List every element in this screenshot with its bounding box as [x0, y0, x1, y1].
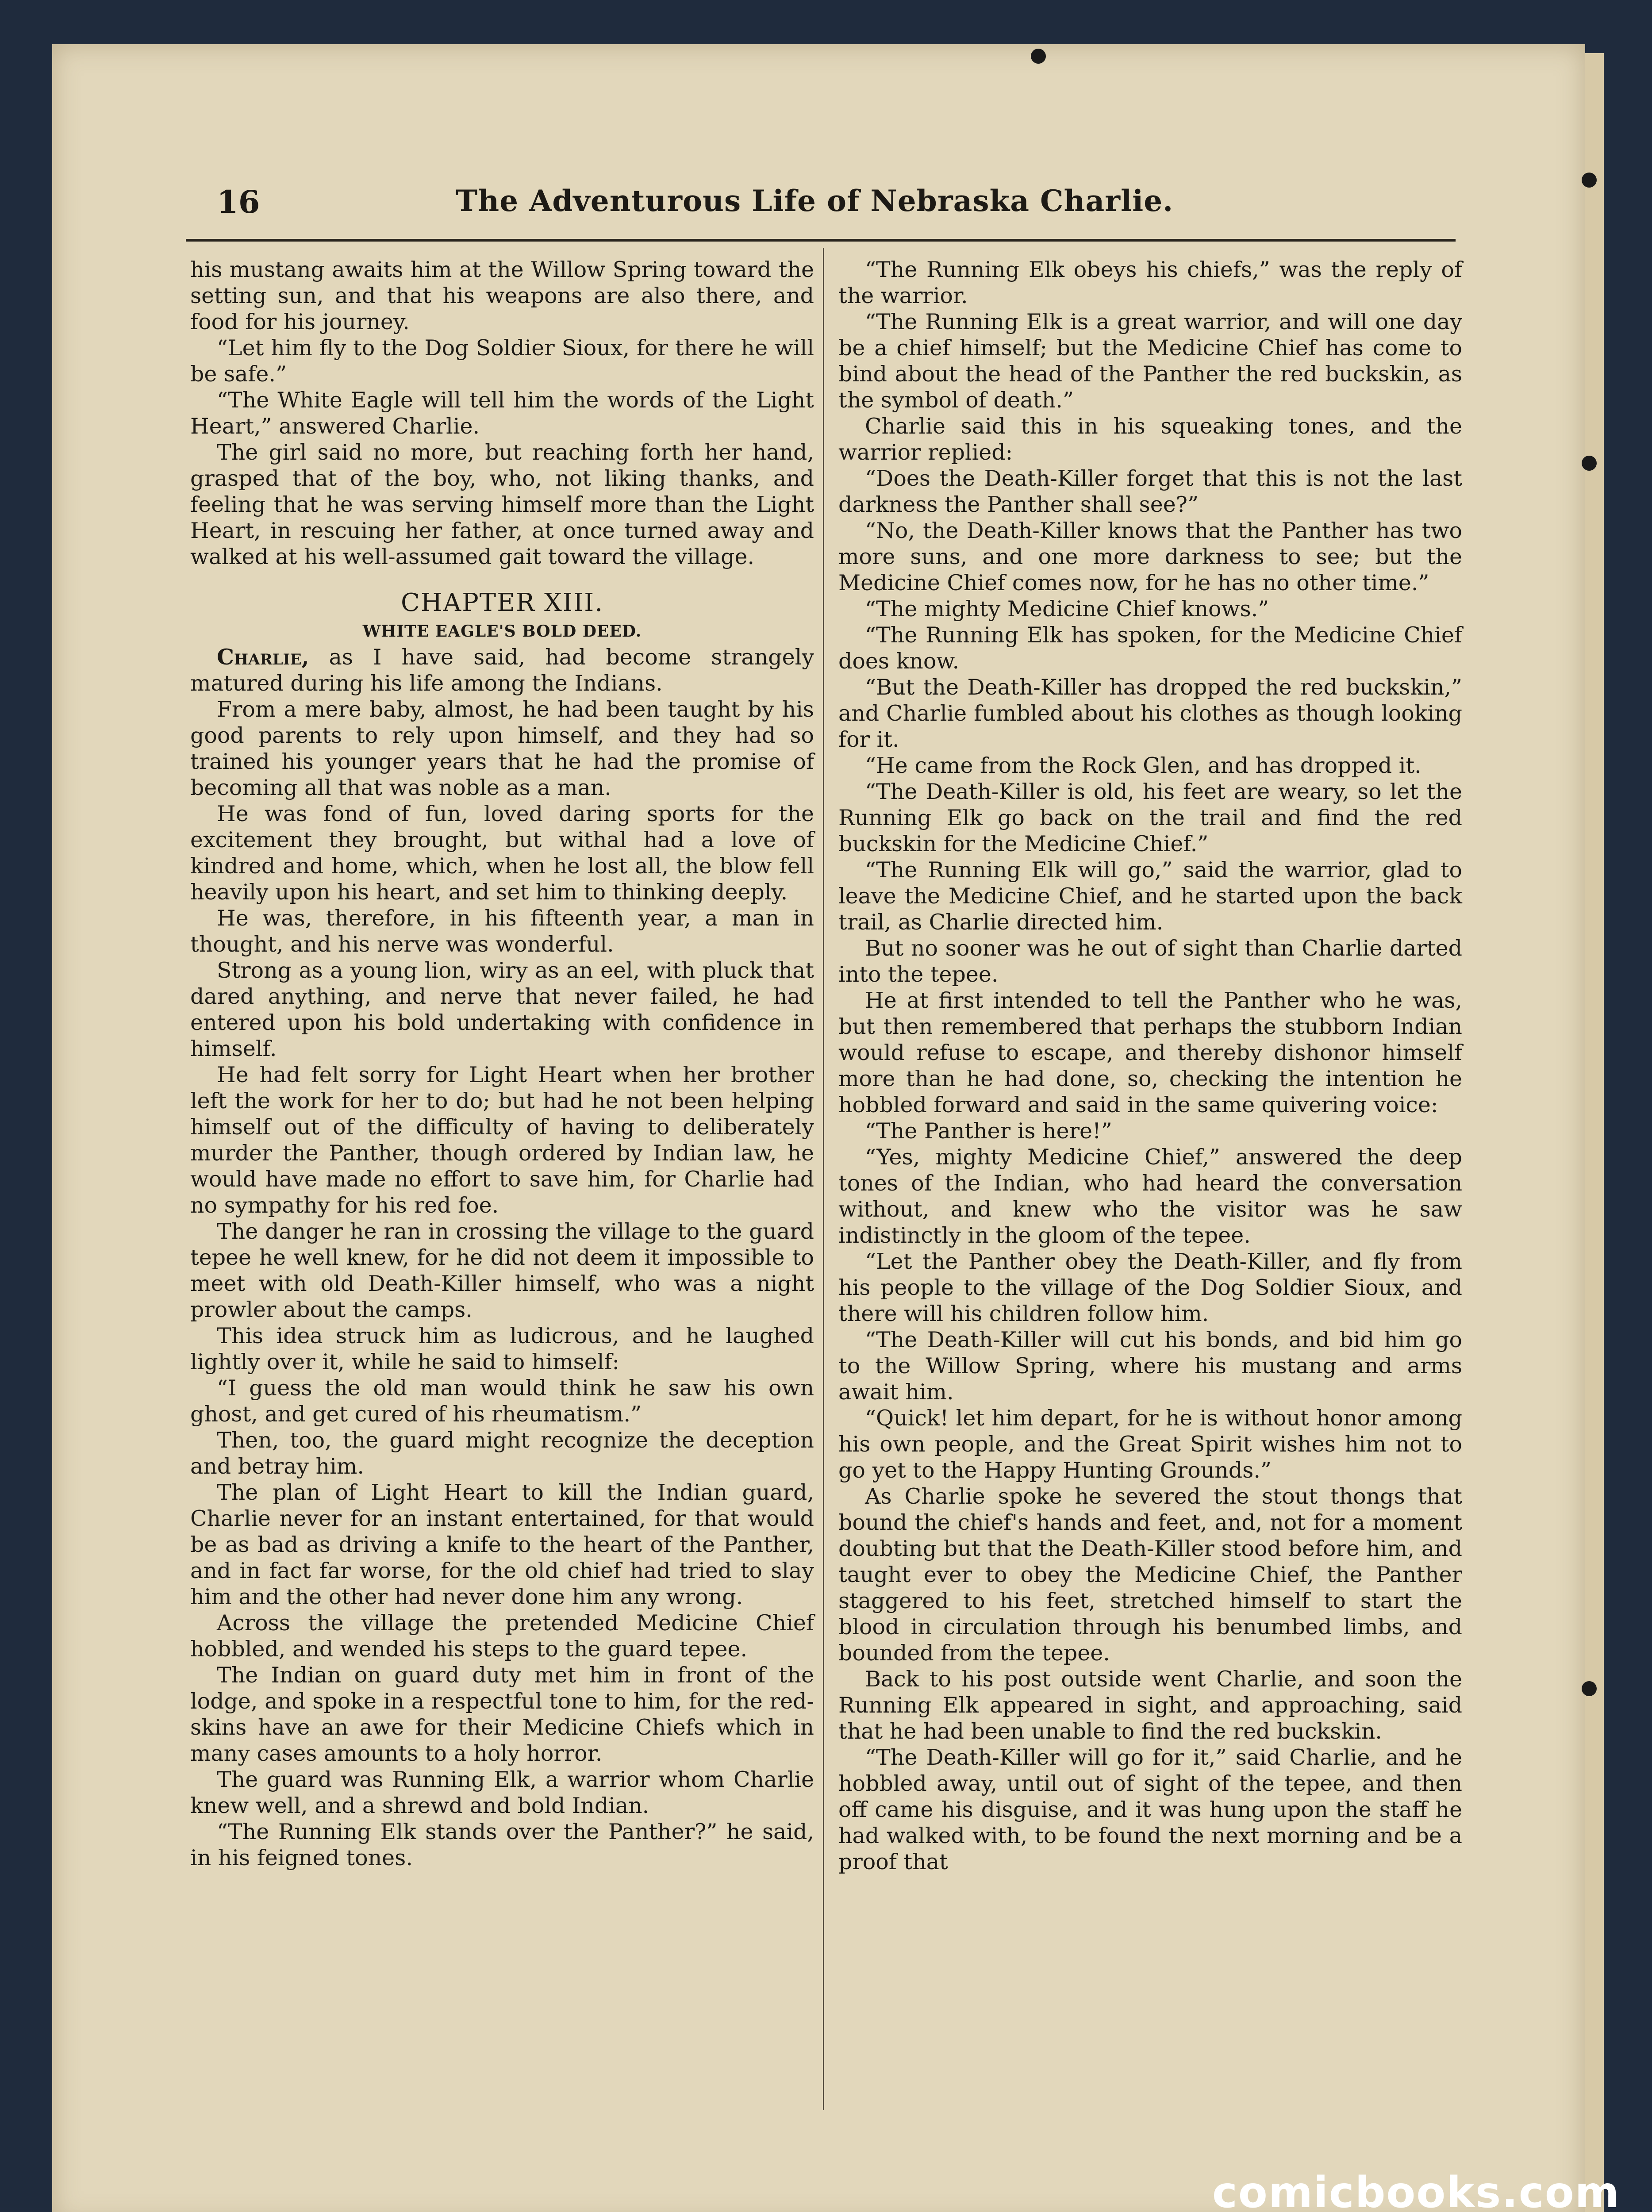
paragraph: He had felt sorry for Light Heart when her brother left the work for her to do; but had he not been helping himself out of the difficulty of having to deliberately murder the Panther, though ordered by Indian law, he would have made no effort to save him, for Charlie had no sympathy for his red foe. — [190, 1062, 814, 1218]
paragraph: But no sooner was he out of sight than Charlie darted into the tepee. — [838, 936, 1462, 987]
paragraph: “Let the Panther obey the Death-Killer, and fly from his people to the village of the Dog Soldier Sioux, and there will his children follow him. — [838, 1249, 1462, 1326]
paragraph — [190, 644, 814, 696]
paragraph-text: as I have said, had become strangely matured during his life among the Indians. — [190, 645, 814, 696]
column-divider — [823, 248, 824, 2110]
watermark: comicbooks.com — [1212, 2168, 1620, 2212]
paragraph: “But the Death-Killer has dropped the red buckskin,” and Charlie fumbled about his clothes as though looking for it. — [838, 675, 1462, 752]
binding-mark — [1582, 173, 1597, 188]
header-rule — [186, 239, 1456, 242]
chapter-subtitle: WHITE EAGLE'S BOLD DEED. — [362, 622, 642, 641]
paragraph: “The Running Elk stands over the Panther?” he said, in his feigned tones. — [190, 1819, 814, 1870]
left-column — [190, 257, 814, 1871]
paragraph: “He came from the Rock Glen, and has dropped it. — [865, 753, 1421, 778]
binding-mark — [1582, 456, 1597, 471]
paragraph: “Does the Death-Killer forget that this is not the last darkness the Panther shall see?” — [838, 466, 1462, 517]
chapter-lead-word: Charlie, — [217, 644, 309, 670]
paragraph: Strong as a young lion, wiry as an eel, with pluck that dared anything, and nerve that never failed, he had entered upon his bold undertaking with confidence in himself. — [190, 958, 814, 1061]
paragraph: “The mighty Medicine Chief knows.” — [865, 596, 1269, 622]
paragraph: “The Running Elk obeys his chiefs,” was the reply of the warrior. — [838, 257, 1462, 308]
paragraph: Charlie said this in his squeaking tones, and the warrior replied: — [838, 414, 1462, 465]
paragraph: The guard was Running Elk, a warrior whom Charlie knew well, and a shrewd and bold Indian. — [190, 1767, 814, 1818]
paragraph: “The Death-Killer will cut his bonds, and bid him go to the Willow Spring, where his mustang and arms await him. — [838, 1327, 1462, 1405]
binding-mark — [1582, 1681, 1597, 1696]
paragraph: “The Panther is here!” — [865, 1118, 1112, 1144]
running-title: The Adventurous Life of Nebraska Charlie. — [456, 184, 1174, 218]
paragraph: He was, therefore, in his fifteenth year, a man in thought, and his nerve was wonderful. — [190, 906, 814, 957]
paragraph: “The Death-Killer will go for it,” said Charlie, and he hobbled away, until out of sight of the tepee, and then off came his disguise, and it was hung upon the staff he had walked with, to be found the next morning and be a proof that — [838, 1745, 1462, 1874]
paragraph: The girl said no more, but reaching forth her hand, grasped that of the boy, who, not liking thanks, and feeling that he was serving himself more than the Light Heart, in rescuing her father, at once turned away and walked at his well-assumed gait toward the village. — [190, 440, 814, 569]
paragraph: The Indian on guard duty met him in front of the lodge, and spoke in a respectful tone to him, for the red-skins have an awe for their Medicine Chiefs which in many cases amounts to a holy horror. — [190, 1663, 814, 1766]
paragraph: Across the village the pretended Medicine Chief hobbled, and wended his steps to the guard tepee. — [190, 1610, 814, 1662]
right-column — [838, 257, 1462, 1875]
paragraph: “The Running Elk is a great warrior, and will one day be a chief himself; but the Medicine Chief has come to bind about the head of the Panther the red buckskin, as the symbol of death.” — [838, 309, 1462, 413]
binding-mark — [1031, 49, 1046, 64]
paragraph: Then, too, the guard might recognize the deception and betray him. — [190, 1428, 814, 1479]
paragraph: “I guess the old man would think he saw his own ghost, and get cured of his rheumatism.” — [190, 1375, 814, 1427]
paragraph: He was fond of fun, loved daring sports for the excitement they brought, but withal had a love of kindred and home, which, when he lost all, the blow fell heavily upon his heart, and set him to thinking deeply. — [190, 801, 814, 905]
paragraph: From a mere baby, almost, he had been taught by his good parents to rely upon himself, and they had so trained his younger years that he had the promise of becoming all that was noble as a man. — [190, 697, 814, 800]
paragraph: The danger he ran in crossing the village to the guard tepee he well knew, for he did not deem it impossible to meet with old Death-Killer himself, who was a night prowler about the camps. — [190, 1219, 814, 1322]
paragraph: “Let him fly to the Dog Soldier Sioux, for there he will be safe.” — [190, 335, 814, 387]
paragraph: “The Running Elk will go,” said the warrior, glad to leave the Medicine Chief, and he started upon the back trail, as Charlie directed him. — [838, 857, 1462, 935]
paragraph: As Charlie spoke he severed the stout thongs that bound the chief's hands and feet, and, not for a moment doubting but that the Death-Killer stood before him, and taught ever to obey the Medicine Chief, the Panther staggered to his feet, stretched himself to start the blood in circulation through his benumbed limbs, and bounded from the tepee. — [838, 1484, 1462, 1666]
paragraph: “No, the Death-Killer knows that the Panther has two more suns, and one more darkness to see; but the Medicine Chief comes now, for he has no other time.” — [838, 518, 1462, 595]
paragraph: The plan of Light Heart to kill the Indian guard, Charlie never for an instant entertained, for that would be as bad as driving a knife to the heart of the Panther, and in fact far worse, for the old chief had tried to slay him and the other had never done him any wrong. — [190, 1480, 814, 1609]
paragraph: “Yes, mighty Medicine Chief,” answered the deep tones of the Indian, who had heard the conversation without, and knew who the visitor was he saw indistinctly in the gloom of the tepee. — [838, 1144, 1462, 1248]
page-header — [217, 184, 1500, 232]
paragraph: his mustang awaits him at the Willow Spring toward the setting sun, and that his weapons are also there, and food for his journey. — [190, 257, 814, 334]
paragraph: “The Death-Killer is old, his feet are weary, so let the Running Elk go back on the trail and find the red buckskin for the Medicine Chief.” — [838, 779, 1462, 856]
paragraph: He at first intended to tell the Panther who he was, but then remembered that perhaps the stubborn Indian would refuse to escape, and thereby dishonor himself more than he had done, so, checking the intention he hobbled forward and said in the same quivering voice: — [838, 988, 1462, 1118]
paragraph: “The Running Elk has spoken, for the Medicine Chief does know. — [838, 622, 1462, 674]
paragraph: “Quick! let him depart, for he is without honor among his own people, and the Great Spirit wishes him not to go yet to the Happy Hunting Grounds.” — [838, 1406, 1462, 1483]
paragraph: “The White Eagle will tell him the words of the Light Heart,” answered Charlie. — [190, 388, 814, 439]
chapter-title: CHAPTER XIII. — [400, 588, 604, 617]
paragraph: Back to his post outside went Charlie, and soon the Running Elk appeared in sight, and approaching, said that he had been unable to find the red buckskin. — [838, 1667, 1462, 1744]
page-number: 16 — [217, 184, 260, 220]
paragraph: This idea struck him as ludicrous, and he laughed lightly over it, while he said to himself: — [190, 1323, 814, 1375]
